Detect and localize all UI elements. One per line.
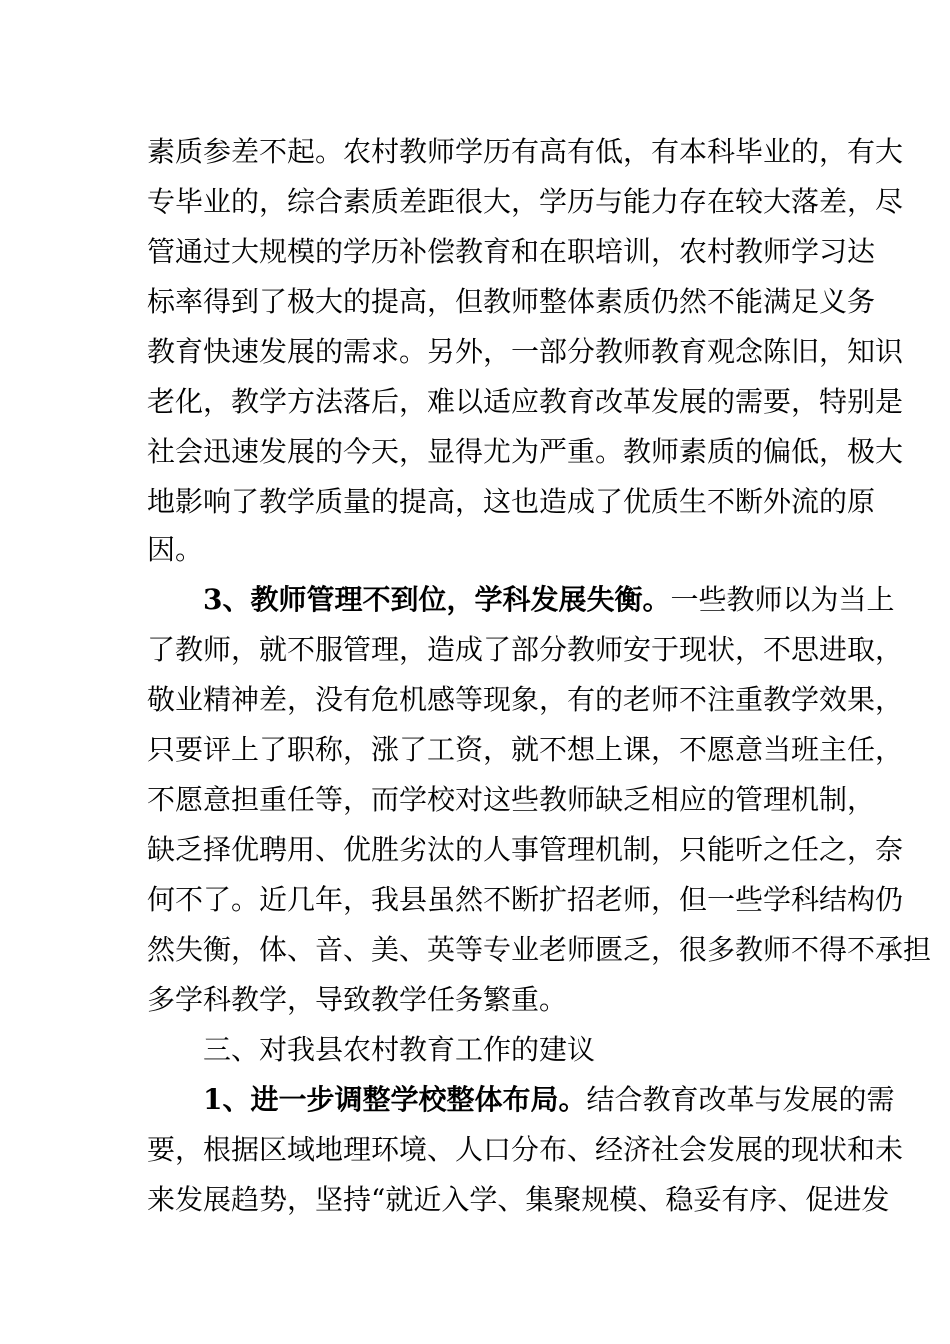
- section-heading-line: 3、教师管理不到位，学科发展失衡。一些教师以为当上: [203, 583, 895, 616]
- section-heading-line: 1、进一步调整学校整体布局。结合教育改革与发展的需: [203, 1083, 895, 1116]
- paragraph-line: 然失衡，体、音、美、英等专业老师匮乏，很多教师不得不承担: [147, 933, 932, 966]
- paragraph-line: 何不了。近几年，我县虽然不断扩招老师，但一些学科结构仍: [147, 883, 904, 916]
- paragraph-line: 老化，教学方法落后，难以适应教育改革发展的需要，特别是: [147, 385, 904, 418]
- paragraph-line: 教育快速发展的需求。另外，一部分教师教育观念陈旧，知识: [147, 335, 904, 368]
- paragraph-line: 来发展趋势，坚持“就近入学、集聚规模、稳妥有序、促进发: [147, 1183, 890, 1216]
- paragraph-line: 了教师，就不服管理，造成了部分教师安于现状，不思进取，: [147, 633, 904, 666]
- paragraph-line: 只要评上了职称，涨了工资，就不想上课，不愿意当班主任，: [147, 733, 904, 766]
- paragraph-line: 专毕业的，综合素质差距很大，学历与能力存在较大落差，尽: [147, 185, 904, 218]
- paragraph-line: 不愿意担重任等，而学校对这些教师缺乏相应的管理机制，: [147, 783, 876, 816]
- paragraph-line: 管通过大规模的学历补偿教育和在职培训，农村教师学习达: [147, 235, 876, 268]
- paragraph-line: 社会迅速发展的今天，显得尤为严重。教师素质的偏低，极大: [147, 435, 904, 468]
- section-heading: 1、进一步调整学校整体布局。: [203, 1083, 587, 1116]
- paragraph-line: 标率得到了极大的提高，但教师整体素质仍然不能满足义务: [147, 285, 876, 318]
- paragraph-line: 缺乏择优聘用、优胜劣汰的人事管理机制，只能听之任之，奈: [147, 833, 904, 866]
- paragraph-line: 多学科教学，导致教学任务繁重。: [147, 983, 568, 1016]
- paragraph-line: 地影响了教学质量的提高，这也造成了优质生不断外流的原: [147, 485, 876, 518]
- chapter-heading: 三、对我县农村教育工作的建议: [203, 1033, 596, 1066]
- section-heading: 3、教师管理不到位，学科发展失衡。: [203, 583, 671, 616]
- paragraph-line: 素质参差不起。农村教师学历有高有低，有本科毕业的，有大: [147, 135, 904, 168]
- paragraph-line: 要，根据区域地理环境、人口分布、经济社会发展的现状和未: [147, 1133, 904, 1166]
- paragraph-line: 因。: [147, 533, 204, 566]
- paragraph-line: 敬业精神差，没有危机感等现象，有的老师不注重教学效果，: [147, 683, 904, 716]
